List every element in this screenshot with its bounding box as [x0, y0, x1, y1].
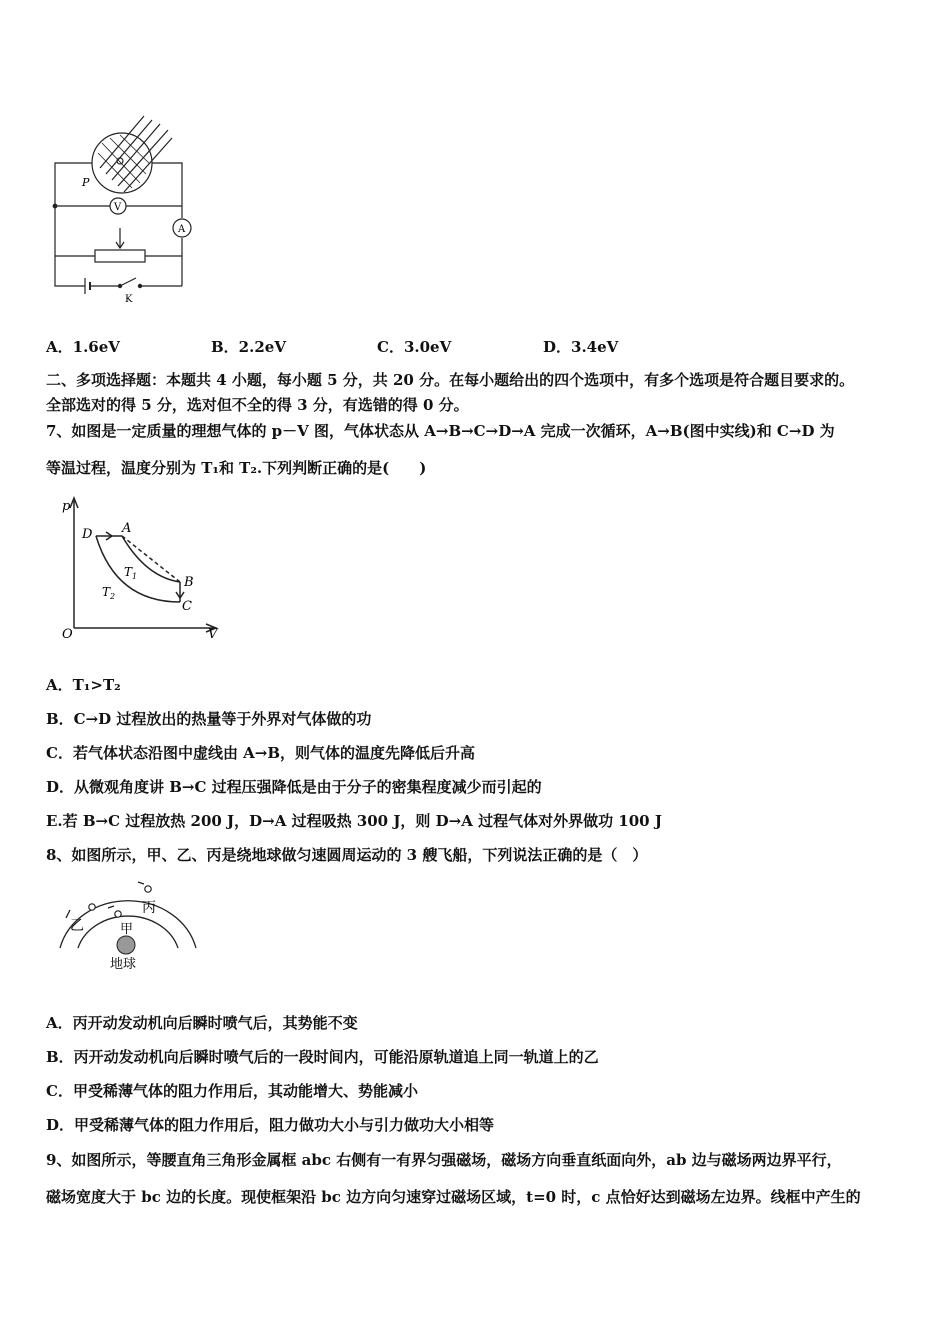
t1-label: $T_1$	[124, 565, 138, 581]
q6-option-a[interactable]: A．1.6eV	[46, 338, 120, 356]
point-a-label: A	[122, 521, 132, 536]
section2-heading-line2: 全部选对的得 5 分，选对但不全的得 3 分，有选错的得 0 分。	[46, 396, 469, 414]
section2-heading-line1: 二、多项选择题：本题共 4 小题，每小题 5 分，共 20 分。在每小题给出的四个选项中，有多个选项是符合题目要求的。	[46, 371, 855, 389]
q6-option-b[interactable]: B．2.2eV	[211, 338, 286, 356]
axis-p-label: p	[62, 499, 71, 514]
q6-option-d[interactable]: D．3.4eV	[543, 338, 619, 356]
q7-option-c[interactable]: C．若气体状态沿图中虚线由 A→B，则气体的温度先降低后升高	[46, 744, 476, 762]
pv-diagram	[56, 492, 246, 642]
q8-option-b[interactable]: B．丙开动发动机向后瞬时喷气后的一段时间内，可能沿原轨道追上同一轨道上的乙	[46, 1048, 599, 1066]
label-v: V	[114, 202, 122, 213]
q9-stem-line2: 磁场宽度大于 bc 边的长度。现使框架沿 bc 边方向匀速穿过磁场区域，t=0 时，c 点恰好达到磁场左边界。线框中产生的	[46, 1188, 861, 1206]
q7-stem-line2: 等温过程，温度分别为 T₁和 T₂.下列判断正确的是( )	[46, 459, 427, 477]
q7-option-d[interactable]: D．从微观角度讲 B→C 过程压强降低是由于分子的密集程度减少而引起的	[46, 778, 542, 796]
axis-v-label: V	[208, 627, 218, 642]
earth-label: 地球	[110, 957, 137, 972]
t2-label: $T_2$	[102, 585, 116, 601]
q7-stem-line1: 7、如图是一定质量的理想气体的 p－V 图，气体状态从 A→B→C→D→A 完成一次循环，A→B(图中实线)和 C→D 为	[46, 422, 835, 440]
q6-option-c[interactable]: C．3.0eV	[377, 338, 452, 356]
point-c-label: C	[182, 599, 192, 614]
q8-option-a[interactable]: A．丙开动发动机向后瞬时喷气后，其势能不变	[46, 1014, 358, 1032]
q6-options	[46, 336, 746, 356]
label-k: K	[125, 294, 133, 305]
photoelectric-circuit-figure	[40, 108, 200, 308]
yi-label: 乙	[70, 918, 84, 934]
q8-option-d[interactable]: D．甲受稀薄气体的阻力作用后，阻力做功大小与引力做功大小相等	[46, 1116, 495, 1134]
bing-label: 丙	[142, 900, 156, 916]
q8-option-c[interactable]: C．甲受稀薄气体的阻力作用后，其动能增大、势能减小	[46, 1082, 418, 1100]
q7-option-e[interactable]: E.若 B→C 过程放热 200 J，D→A 过程吸热 300 J，则 D→A 过程气体对外界做功 100 J	[46, 812, 662, 830]
q7-option-b[interactable]: B．C→D 过程放出的热量等于外界对气体做的功	[46, 710, 372, 728]
point-d-label: D	[82, 527, 93, 542]
origin-label: O	[62, 627, 73, 642]
q7-option-a[interactable]: A．T₁>T₂	[46, 676, 121, 694]
q8-stem: 8、如图所示，甲、乙、丙是绕地球做匀速圆周运动的 3 艘飞船，下列说法正确的是（ ）	[46, 846, 648, 864]
label-a: A	[178, 224, 186, 235]
jia-label: 甲	[120, 922, 134, 937]
point-b-label: B	[184, 575, 194, 590]
orbit-figure	[56, 876, 206, 976]
label-p: P	[82, 176, 90, 189]
q9-stem-line1: 9、如图所示，等腰直角三角形金属框 abc 右侧有一有界匀强磁场，磁场方向垂直纸面向外，ab 边与磁场两边界平行，	[46, 1151, 842, 1169]
